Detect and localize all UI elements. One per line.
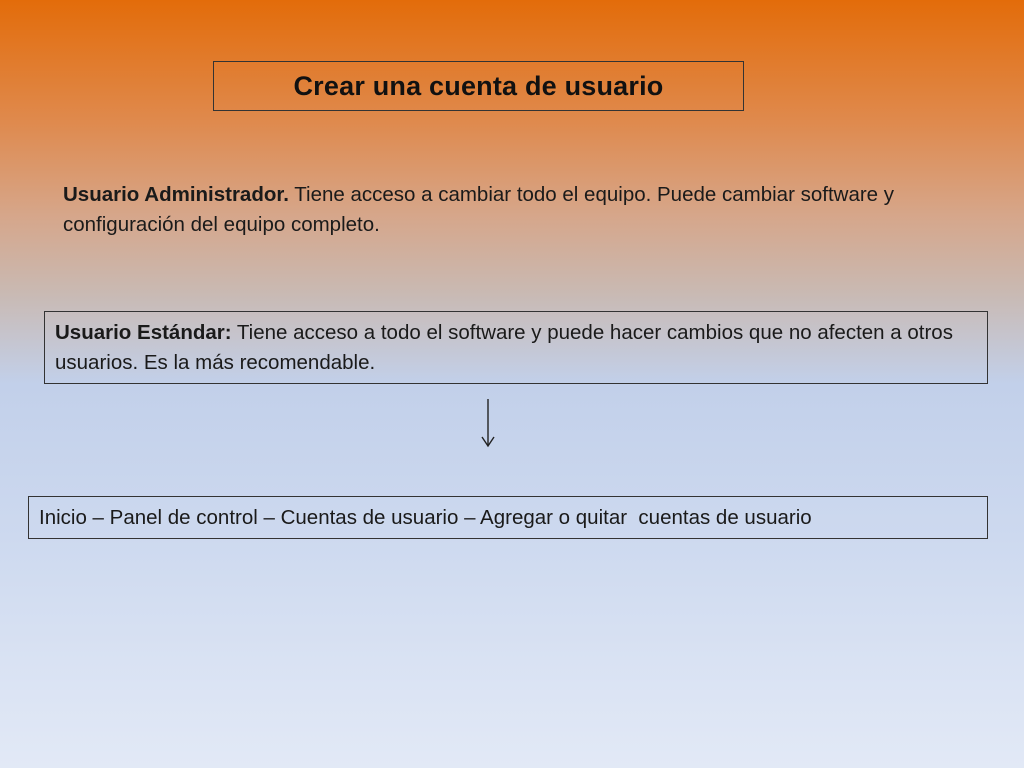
admin-label: Usuario Administrador.: [63, 183, 289, 206]
standard-text: Tiene acceso a todo el software y puede hacer cambios que no afecten a otros usuarios. Es la más recomendable.: [55, 321, 953, 374]
navigation-path-text: Inicio – Panel de control – Cuentas de usuario – Agregar o quitar cuentas de usuario: [39, 506, 812, 529]
navigation-path-box: [28, 496, 988, 539]
standard-user-box: [44, 311, 988, 384]
title-box: [213, 61, 744, 111]
arrow-down-icon: [478, 397, 498, 449]
admin-text: Tiene acceso a cambiar todo el equipo. Puede cambiar software y configuración del equipo completo.: [63, 183, 895, 236]
slide-title: Crear una cuenta de usuario: [293, 70, 664, 101]
standard-label: Usuario Estándar:: [55, 321, 232, 344]
admin-paragraph: [63, 180, 903, 240]
standard-paragraph: [55, 318, 977, 378]
